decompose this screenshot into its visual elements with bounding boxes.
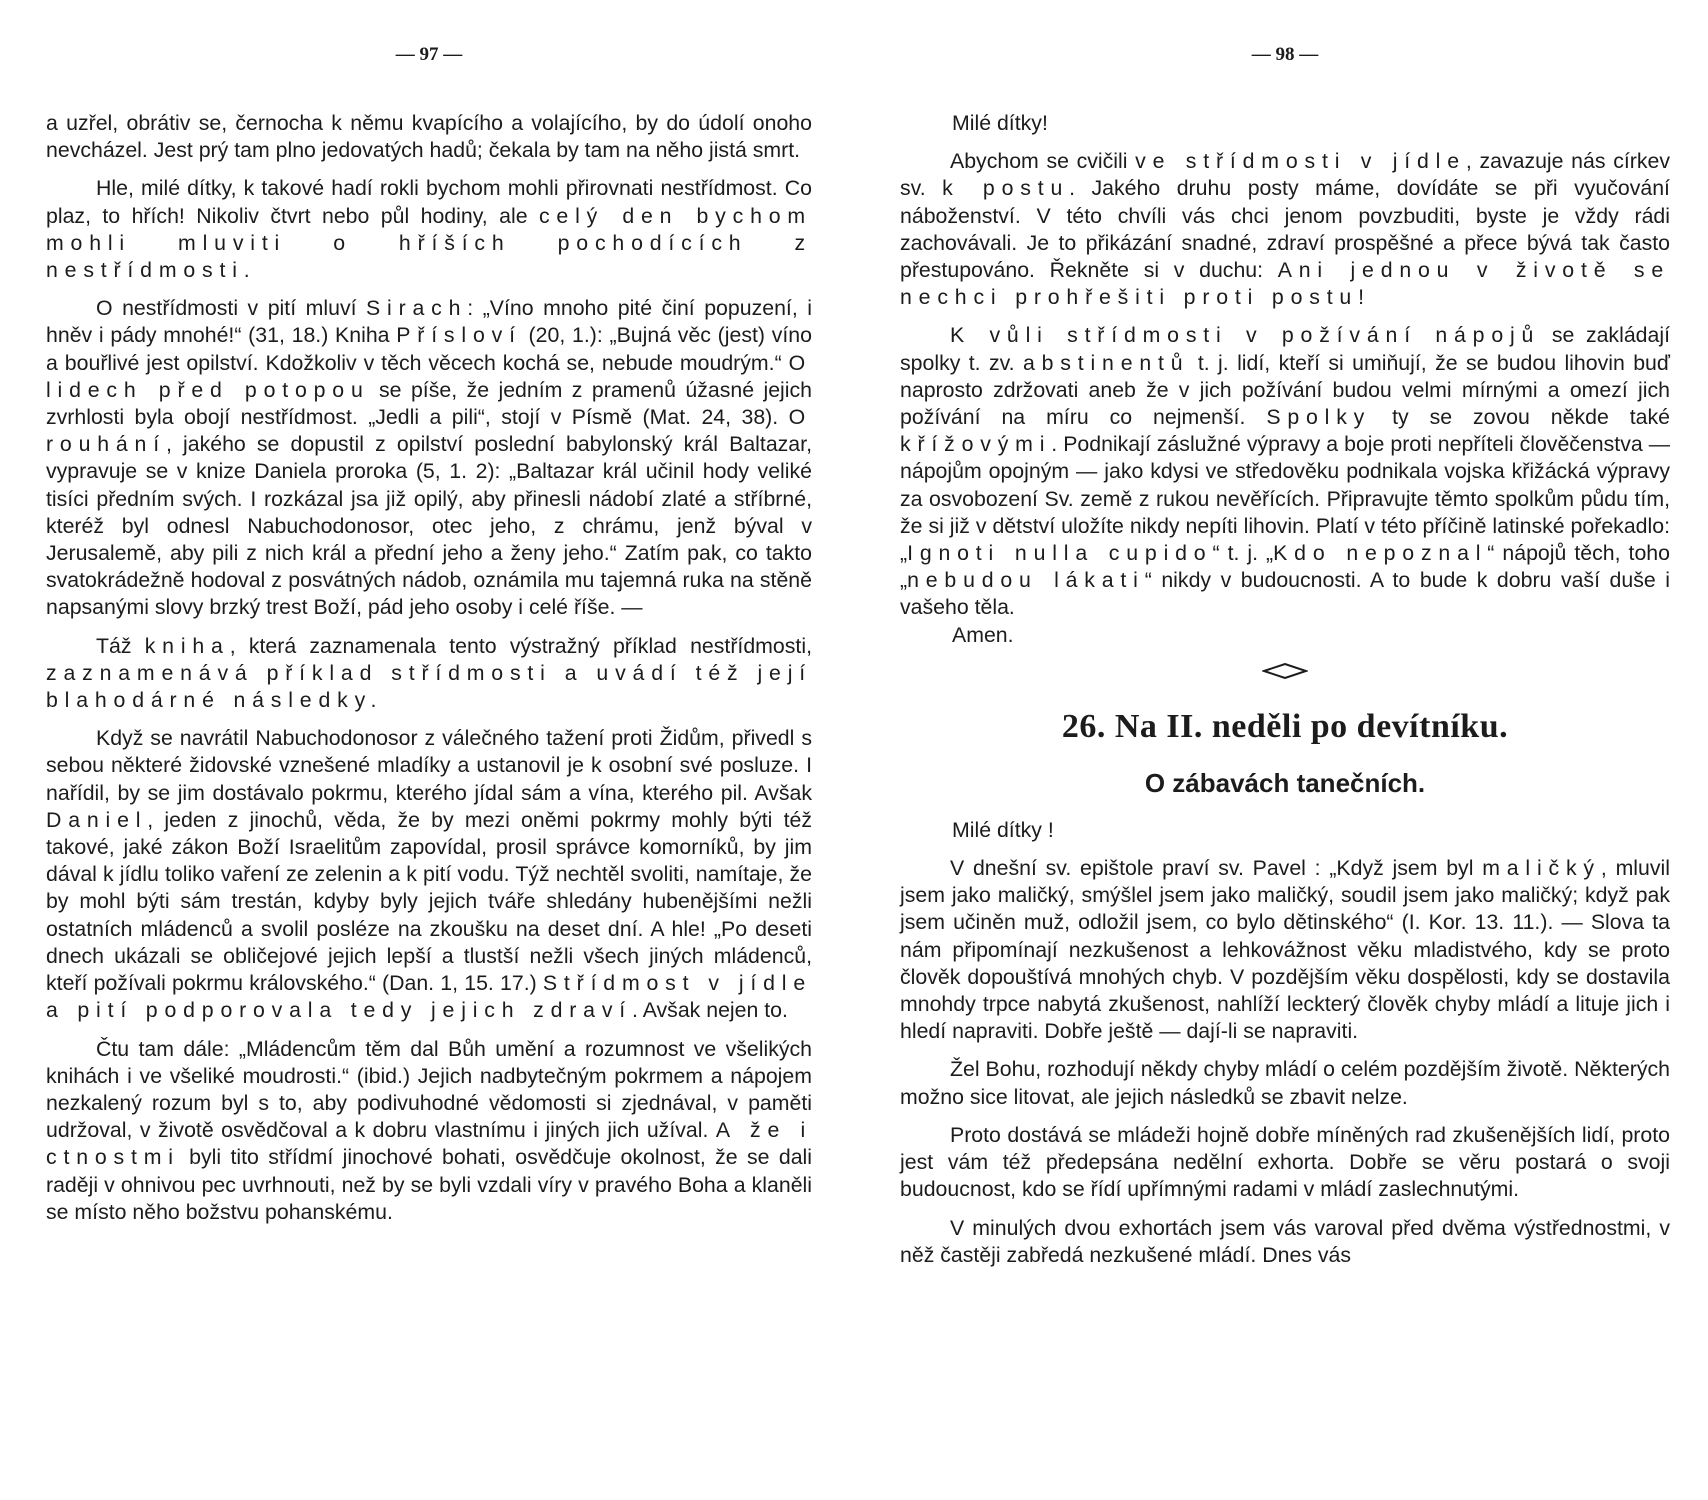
text-run: a uzřel, obrátiv se, černocha k němu kvapícího a volajícího, by do údolí onoho nevcházel. Jest prý tam plno jedovatých hadů; čekala by tam na něho jistá smrt. [46,111,812,163]
text-run: Táž [96,633,145,658]
paragraph [46,1036,812,1226]
spaced-emphasis: maličký [1482,856,1601,881]
paragraph [900,855,1670,1045]
spaced-emphasis: celý den bychom mohli mluviti o hříších pochodících z nestřídmosti. [46,203,812,283]
spaced-emphasis: Daniel [46,807,148,832]
paragraph [46,633,812,715]
spaced-emphasis: kniha [144,633,230,658]
chapter-subtitle: O zábavách tanečních. [1144,767,1426,798]
paragraph [46,175,812,284]
text-run: , mluvil jsem jako maličký, smýšlel jsem jako maličký, soudil jsem jako maličký; když pak jsem učiněn muž, odložil jsem, co bylo dětinského“ (I. Kor. 13. 11.). — Slova ta nám připomínají nezkušenost a lehkovážnost věku mladistvého, kdy se proto člověk dopouštívá mnohých chyb. V pozdějším věku dospělosti, kdy se dostavila mnohdy trpce nabytá zkušenost, nahlíží leckterý člověk chyby mládí a lituje jich i hledí napraviti. Dobře ještě — dají-li se napraviti. [900,856,1670,1044]
right-page [900,0,1670,1500]
text-run: Čtu tam dále: „Mládencům těm dal Bůh umění a rozumnost ve všelikých knihách i ve všeliké moudrosti.“ (ibid.) Jejich nadbytečným pokrmem a nápojem nezkalený rozum byl s to, aby podivuhodné vědomosti si zjednával, v paměti udržoval, v životě osvědčoval a k dobru vlastnímu i jiných jich užíval. [46,1036,812,1143]
paragraph [46,725,812,1024]
page-body [900,110,1670,1269]
page-number: — 97 — [395,44,463,65]
spaced-emphasis: Kdo nepoznal [1273,541,1488,566]
spaced-emphasis: Ani jednou v životě se nechci prohřešiti proti postu! [900,258,1670,310]
text-run: se píše, že jedním z pramenů úžasné jejich zvrhlosti byla obojí nestřídmost. „Jedli a pili“, stojí v Písmě (Mat. 24, 38). [46,377,812,430]
text-run: , jeden z jinochů, věda, že by mezi oněmi pokrmy mohly býti též takové, jaké zákon Boží Israelitům zapovídal, prosil správce komorníků, by jim dával k jídlu toliko vaření ze zelenin a k pití vodu. Týž nechtěl svoliti, namítaje, že by mohl býti sám trestán, kdyby byly jejich tváře shledány hubenějšími nežli ostatních mládenců a svolil posléze na zkoušku na deset dní. A hle! „Po deseti dnech ukázali se obličejové jejich lepší a tlustší nežli všech jiných mládenců, kteří požívali pokrmu královského.“ (Dan. 1, 15. 17.) [46,807,812,996]
text-run: : „Víno mnoho pité činí popuzení, i hněv i pády mnohé!“ (31, 18.) Kniha [46,296,812,348]
section-divider [900,663,1670,685]
spaced-emphasis: abstinentů [1022,350,1190,375]
paragraph [900,322,1670,621]
text-run: “ nápojů těch, toho „ [900,541,1670,593]
paragraph [900,148,1670,311]
paragraph [900,1056,1670,1110]
text-run: , zavazuje nás církev sv. [900,149,1670,201]
text-run: V dnešní sv. epištole praví sv. Pavel : „Když jsem byl [950,856,1483,881]
text-run: , která zaznamenala tento výstražný příklad nestřídmosti, [229,633,812,658]
diamond-ornament-icon [1262,663,1308,679]
text-run: . Podnikají záslužné výpravy a boje proti nepříteli člověčenstva — nápojům opojným — jako kdysi ve středověku podnikala vojska křižácká výpravy za osvobození Sv. země z rukou nevěřících. Připravujte těmto spolkům půdu tím, že si již v dětství uložíte nikdy nepíti lihovin. Platí v této příčině latinské pořekadlo: „ [900,432,1670,566]
spaced-emphasis: O lidech před potopou [46,350,812,402]
text-run: “ t. j. „ [1212,541,1274,566]
spaced-emphasis: k postu [942,176,1070,201]
text-run: O nestřídmosti v pití mluví [96,296,367,321]
page-number: — 98 — [1251,44,1319,65]
text-run: V minulých dvou exhortách jsem vás varoval před dvěma výstřednostmi, v něž častěji zabředá nezkušené mládí. Dnes vás [900,1215,1670,1267]
text-run: . Jakého druhu posty máme, dovídáte se při vyučování náboženství. V této chvíli vás chci jenom povzbuditi, byste je vždy rádi zachovávali. Je to přikázání snadné, zdraví prospěšné a přece bývá tak často přestupováno. Řekněte si v duchu: [900,176,1670,283]
text-run: (20, 1.): „Bujná věc (jest) víno a bouřlivé jest opilství. Kdožkoliv v těch věcech kochá se, nebude moudrým.“ [46,323,812,375]
text-run: Abychom se cvičili [950,149,1136,174]
spaced-emphasis: Sirach [366,296,468,321]
spaced-emphasis: křížovými [900,432,1052,457]
paragraph [46,110,812,164]
text-run: Žel Bohu, rozhodují někdy chyby mládí o celém pozdějším životě. Některých možno sice litovat, ale jejich následků se zbavit nelze. [900,1057,1670,1109]
chapter-title: 26. Na II. neděli po devítníku. [1061,707,1509,745]
text-run: ty se zovou někde také [1371,405,1670,430]
text-run: Hle, milé dítky, k takové hadí rokli bychom mohli přirovnati nestřídmost. Co plaz, to hřích! Nikoliv čtvrt nebo půl hodiny, ale [46,176,812,228]
text-run: byli tito střídmí jinochové bohati, osvědčuje okolnost, že se dali raději v ohnivou pec uvrhnouti, než by se byli vzdali víry v pravého Boha a klaněli se místo něho božstvu pohanskému. [46,1145,812,1224]
paragraph [900,1215,1670,1269]
spaced-emphasis: A že i ctnostmi [46,1118,812,1170]
text-run: Proto dostává se mládeži hojně dobře míněných rad zkušenějších lidí, proto jest vám též předepsána nedělní exhorta. Dobře se věru postará o svoji budoucnost, kdo se řídí upřímnými radami v mládí zaslechnutými. [900,1122,1670,1202]
spaced-emphasis: O rouhání [46,405,812,457]
text-run: se zakládají spolky t. zv. [900,323,1670,375]
amen: Amen. [952,622,1014,647]
spaced-emphasis: nebudou lákati [907,568,1145,593]
paragraph [900,1122,1670,1204]
salutation: Milé dítky ! [952,817,1054,842]
spaced-emphasis: Střídmost v jídle a pití podporovala tedy jejich zdraví [46,971,812,1023]
spaced-emphasis: zaznamenává příklad střídmosti a uvádí též její blahodárné následky. [46,660,812,713]
salutation: Milé dítky! [952,111,1048,135]
spaced-emphasis: Přísloví [396,323,522,348]
spaced-emphasis: Spolky [1266,405,1372,430]
left-page [46,0,812,1500]
spaced-emphasis: K vůli střídmosti v požívání nápojů [950,323,1541,348]
text-run: . Avšak nejen to. [632,998,788,1023]
text-run: “ nikdy v budoucnosti. A to bude k dobru vaší duše i vašeho těla. [900,568,1671,620]
spaced-emphasis: ve střídmosti v jídle [1135,149,1466,174]
text-run: Když se navrátil Nabuchodonosor z válečného tažení proti Židům, přivedl s sebou některé židovské vznešené mladíky a ustanovil je k osobní své posluze. I nařídil, by se jim dostávalo pokrmu, kterého jídal sám a vína, kterého pil. Avšak [46,726,812,805]
page-body [46,110,812,1226]
text-run: , jakého se dopustil z opilství poslední babylonský král Baltazar, vypravuje se v knize Daniela proroka (5, 1. 2): „Baltazar král učinil hody veliké tisíci předním svých. I rozkázal jsa již opilý, aby přinesli nádobí zlaté a stříbrné, kteréž byl odnesl Nabuchodonosor, otec jeho, z chrámu, jenž býval v Jerusalemě, aby pili z nich král a přední jeho a ženy jeho.“ Zatím pak, co takto svatokrádežně hodoval z posvátných nádob, oznámila mu tajemná ruka na stěně napsanými slovy brzký trest Boží, pád jeho osoby i celé říše. — [46,432,812,620]
text-run: t. j. lidí, kteří si umiňují, že se budou lihovin buď naprosto zdržovati aneb že v jich požívání budou velmi mírnými a omezí jich požívání na míru co nejmenší. [900,350,1670,430]
paragraph [46,295,812,621]
spaced-emphasis: Ignoti nulla cupido [907,541,1213,566]
